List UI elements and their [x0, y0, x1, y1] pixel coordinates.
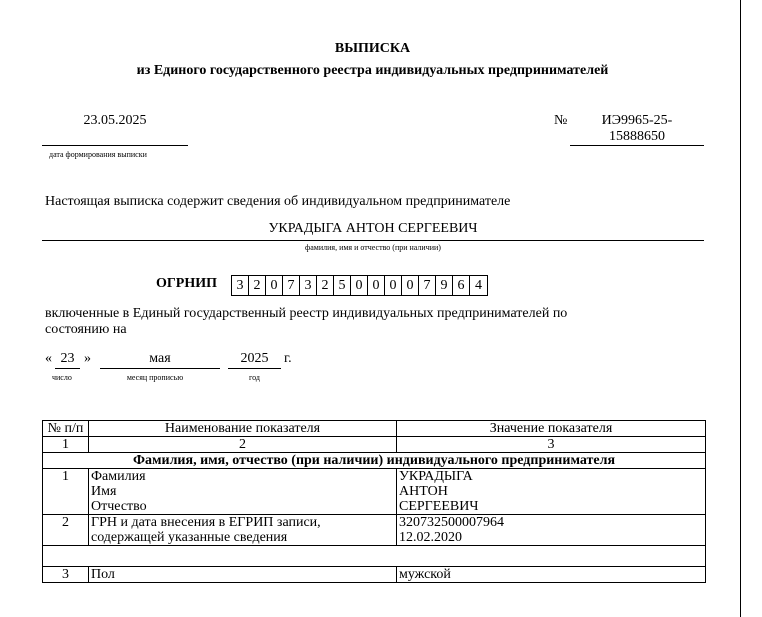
gender-label: Пол — [89, 567, 397, 583]
extract-date-field — [42, 113, 188, 146]
asof-day-caption: число — [52, 373, 72, 382]
grn-date-value: 12.02.2020 — [399, 530, 462, 545]
intro-text: Настоящая выписка содержит сведения об индивидуальном предпринимателе — [45, 194, 511, 209]
ogrnip-digit: 9 — [436, 276, 453, 295]
asof-month: мая — [149, 351, 171, 366]
asof-open-quote: « — [45, 351, 52, 366]
ogrnip-digits — [231, 275, 488, 296]
page-right-edge — [740, 0, 741, 617]
person-name: УКРАДЫГА АНТОН СЕРГЕЕВИЧ — [268, 221, 478, 236]
ogrnip-digit: 0 — [368, 276, 385, 295]
ogrnip-label: ОГРНИП — [156, 276, 218, 291]
number-sign: № — [554, 113, 568, 128]
ogrnip-digit: 7 — [283, 276, 300, 295]
row-number: 3 — [43, 567, 89, 583]
header-value: Значение показателя — [397, 421, 706, 437]
header-indicator: Наименование показателя — [89, 421, 397, 437]
ogrnip-digit: 4 — [475, 278, 482, 293]
registry-text-line1: включенные в Единый государственный реестр индивидуальных предпринимателей по — [45, 306, 568, 321]
ogrnip-digit: 3 — [300, 276, 317, 295]
table-row — [43, 515, 706, 546]
row-values — [397, 515, 706, 546]
section-row — [43, 453, 706, 469]
asof-year-suffix: г. — [284, 351, 292, 366]
person-name-field — [42, 221, 704, 241]
first-name-value: АНТОН — [399, 484, 448, 499]
ogrnip-digit: 0 — [402, 276, 419, 295]
section-title: Фамилия, имя, отчество (при наличии) индивидуального предпринимателя — [43, 453, 706, 469]
gender-value: мужской — [397, 567, 706, 583]
details-table — [42, 420, 706, 583]
spacer-cell — [43, 546, 706, 567]
column-number: 2 — [89, 437, 397, 453]
ogrnip-digit: 5 — [334, 276, 351, 295]
table-header-row — [43, 421, 706, 437]
table-row — [43, 469, 706, 515]
ogrnip-digit: 2 — [249, 276, 266, 295]
spacer-row — [43, 546, 706, 567]
ogrnip-digit: 0 — [351, 276, 368, 295]
asof-day: 23 — [60, 351, 75, 366]
row-labels — [89, 515, 397, 546]
person-name-caption: фамилия, имя и отчество (при наличии) — [305, 243, 441, 252]
row-labels — [89, 469, 397, 515]
patronymic-label: Отчество — [91, 499, 147, 514]
column-number: 1 — [43, 437, 89, 453]
surname-value: УКРАДЫГА — [399, 469, 473, 484]
grn-label-line1: ГРН и дата внесения в ЕГРИП записи, — [91, 515, 321, 530]
extract-number-field — [570, 113, 704, 146]
ogrnip-digit: 0 — [266, 276, 283, 295]
ogrnip-digit: 0 — [385, 276, 402, 295]
document-title: ВЫПИСКА — [334, 41, 411, 56]
asof-year-caption: год — [249, 373, 260, 382]
first-name-label: Имя — [91, 484, 117, 499]
extract-number-line1: ИЭ9965-25- — [601, 113, 673, 128]
asof-month-field — [100, 351, 220, 369]
asof-month-caption: месяц прописью — [126, 373, 184, 382]
table-row — [43, 567, 706, 583]
asof-year-field — [228, 351, 281, 369]
ogrnip-digit: 3 — [232, 276, 249, 295]
extract-number-line2: 15888650 — [609, 129, 665, 144]
document-subtitle: из Единого государственного реестра индивидуальных предпринимателей — [136, 63, 609, 78]
header-number: № п/п — [43, 421, 89, 437]
column-number-row — [43, 437, 706, 453]
extract-date: 23.05.2025 — [83, 113, 147, 128]
row-number: 2 — [43, 515, 89, 546]
asof-close-quote: » — [84, 351, 91, 366]
asof-year: 2025 — [240, 351, 269, 366]
column-number: 3 — [397, 437, 706, 453]
extract-date-caption: дата формирования выписки — [49, 150, 147, 159]
patronymic-value: СЕРГЕЕВИЧ — [399, 499, 479, 514]
ogrnip-digit: 6 — [453, 276, 470, 295]
grn-label-line2: содержащей указанные сведения — [91, 530, 288, 545]
grn-value: 320732500007964 — [399, 515, 504, 530]
row-number: 1 — [43, 469, 89, 515]
ogrnip-digit: 7 — [419, 276, 436, 295]
asof-day-field — [55, 351, 80, 369]
surname-label: Фамилия — [91, 469, 146, 484]
ogrnip-digit: 2 — [317, 276, 334, 295]
row-values — [397, 469, 706, 515]
registry-text-line2: состоянию на — [45, 322, 127, 337]
